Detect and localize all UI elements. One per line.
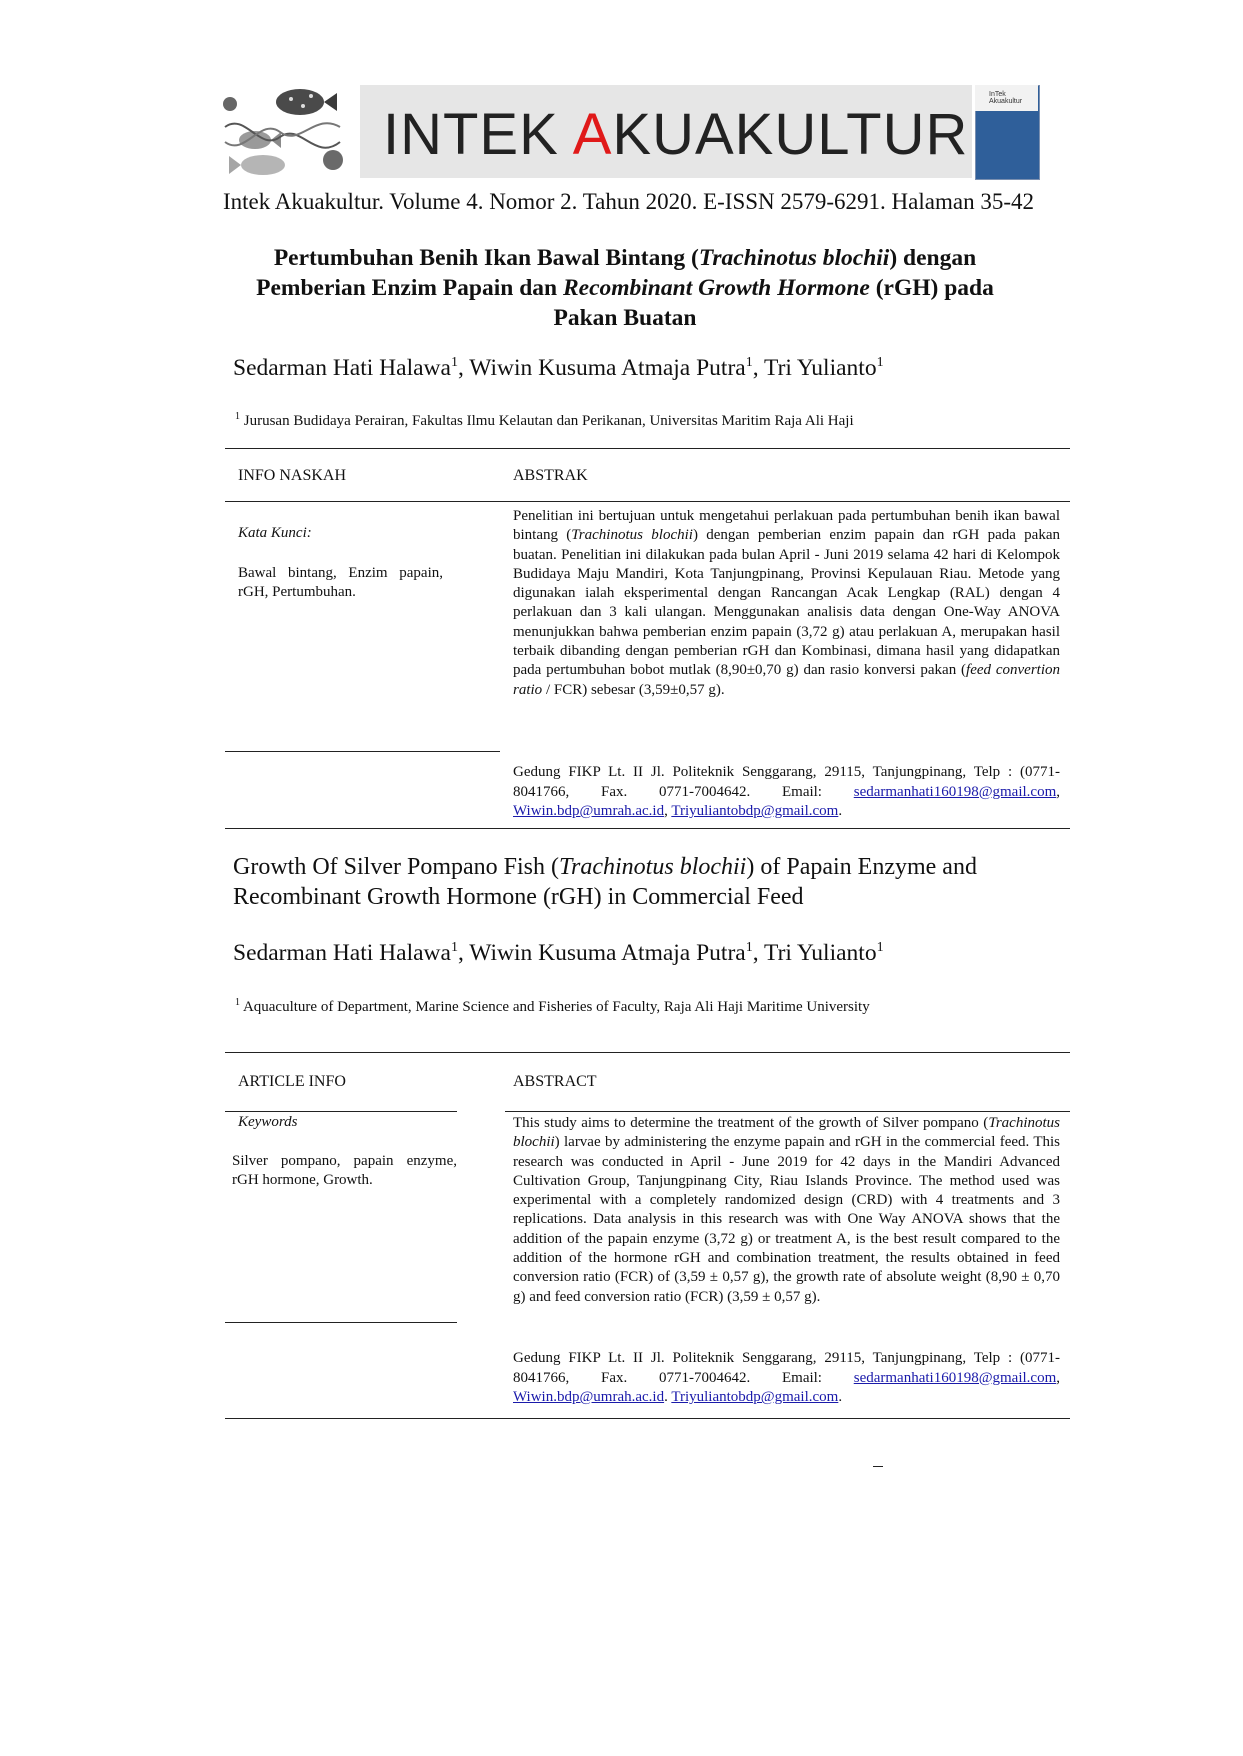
email-link[interactable]: sedarmanhati160198@gmail.com [853, 783, 1057, 800]
divider [225, 828, 1070, 829]
abstract-label: ABSTRACT [513, 1073, 597, 1090]
info-naskah-label: INFO NASKAH [238, 467, 347, 484]
indonesian-address: Gedung FIKP Lt. II Jl. Politeknik Senggarang, 29115, Tanjungpinang, Telp : (0771-8041766, Fax. 0771-7004642. Email: sedarmanhati160198@gmail.com, Wiwin.bdp@umrah.ac.id, Triyuliantobdp@gmail.com. [513, 764, 1060, 819]
cover-label: InTek Akuakultur [989, 91, 1023, 105]
shrimp-icon [323, 150, 343, 170]
cover-label-strip [975, 85, 1038, 111]
divider [225, 1052, 1070, 1053]
email-link[interactable]: sedarmanhati160198@gmail.com [853, 1369, 1057, 1386]
kata-kunci-text: Bawal bintang, Enzim papain, rGH, Pertumbuhan. [238, 565, 443, 600]
indonesian-authors: Sedarman Hati Halawa$^1$, Wiwin Kusuma Atmaja Putra$^1$, Tri Yulianto$^1$ [233, 355, 884, 381]
pompano-fish-icon [241, 155, 285, 175]
divider [225, 751, 500, 752]
indonesian-affiliation: $^1$ Jurusan Budidaya Perairan, Fakultas Ilmu Kelautan dan Perikanan, Universitas Maritim Raja Ali Haji [235, 411, 854, 429]
journal-citation: Intek Akuakultur. Volume 4. Nomor 2. Tahun 2020. E-ISSN 2579-6291. Halaman 35-42 [223, 189, 1034, 214]
plankton-icon [223, 97, 237, 111]
keywords-label: Keywords [238, 1114, 298, 1130]
abstrak-label: ABSTRAK [513, 467, 588, 484]
email-link[interactable]: Triyuliantobdp@gmail.com [671, 803, 839, 819]
divider [225, 501, 1070, 502]
email-link[interactable]: Wiwin.bdp@umrah.ac.id [513, 803, 665, 819]
journal-logo: INTEK AKUAKULTUR [383, 102, 969, 167]
email-link[interactable]: Wiwin.bdp@umrah.ac.id [513, 1389, 665, 1405]
divider [225, 1322, 457, 1323]
indonesian-title: Pertumbuhan Benih Ikan Bawal Bintang (Trachinotus blochii) dengan Pemberian Enzim Papain dan Recombinant Growth Hormone (rGH) pada Pakan Buatan [256, 245, 994, 331]
abstract-body: This study aims to determine the treatment of the growth of Silver pompano (Trachinotus blochii) larvae by administering the enzyme papain and rGH in the commercial feed. This research was conducted in April - June 2019 for 42 days in the Mandiri Advanced Cultivation Group, Tanjungpinang City, Riau Islands Province. The method used was experimental with a completely randomized design (CRD) with 4 treatments and 3 replications. Data analysis in this research was with One Way ANOVA shows that the addition of the papain enzyme (3,72 g) or treatment A, is the best result compared to the addition of the hormone rGH and combination treatment, the results obtained in feed conversion ratio (FCR) of (3,59 ± 0,57 g), the growth rate of absolute weight (8,90 ± 0,70 g) and feed conversion ratio (FCR) (3,59 ± 0,57 g). [513, 1115, 1060, 1305]
divider [505, 1111, 1070, 1112]
divider [225, 448, 1070, 449]
keywords-text: Silver pompano, papain enzyme, rGH hormone, Growth. [232, 1153, 457, 1188]
abstrak-body: Penelitian ini bertujuan untuk mengetahui perlakuan pada pertumbuhan benih ikan bawal bintang (Trachinotus blochii) dengan pemberian enzim papain dan rGH pada pakan buatan. Penelitian ini dilakukan pada bulan April - Juni 2019 selama 42 hari di Kelompok Budidaya Maju Mandiri, Kota Tanjungpinang, Provinsi Kepulauan Riau. Metode yang digunakan ialah eksperimental dengan Rancangan Acak Lengkap (RAL) dengan 4 perlakuan dan 3 kali ulangan. Menggunakan analisis data dengan One-Way ANOVA menunjukkan bahwa pemberian enzim papain (3,72 g) atau perlakuan A, merupakan hasil terbaik dibanding dengan pemberian rGH dan Kombinasi, dimana hasil yang didapatkan pada pertumbuhan bobot mutlak (8,90±0,70 g) dan rasio konversi pakan (feed convertion ratio / FCR) sebesar (3,59±0,57 g). [513, 508, 1060, 698]
email-link[interactable]: Triyuliantobdp@gmail.com [671, 1389, 839, 1405]
english-authors: Sedarman Hati Halawa$^1$, Wiwin Kusuma Atmaja Putra$^1$, Tri Yulianto$^1$ [233, 940, 884, 966]
kata-kunci-label: Kata Kunci: [238, 525, 312, 541]
divider [225, 1418, 1070, 1419]
footnote-mark [873, 1466, 883, 1467]
english-affiliation: $^1$ Aquaculture of Department, Marine Science and Fisheries of Faculty, Raja Ali Haji Maritime University [235, 997, 870, 1015]
banner-artwork [215, 82, 365, 180]
english-title: Growth Of Silver Pompano Fish (Trachinotus blochii) of Papain Enzyme and Recombinant Growth Hormone (rGH) in Commercial Feed [233, 854, 977, 910]
english-address: Gedung FIKP Lt. II Jl. Politeknik Senggarang, 29115, Tanjungpinang, Telp : (0771-8041766, Fax. 0771-7004642. Email: sedarmanhati160198@gmail.com, Wiwin.bdp@umrah.ac.id. Triyuliantobdp@gmail.com. [513, 1350, 1060, 1405]
grouper-fish-icon [276, 89, 324, 115]
divider [225, 1111, 457, 1112]
article-info-label: ARTICLE INFO [238, 1073, 346, 1090]
